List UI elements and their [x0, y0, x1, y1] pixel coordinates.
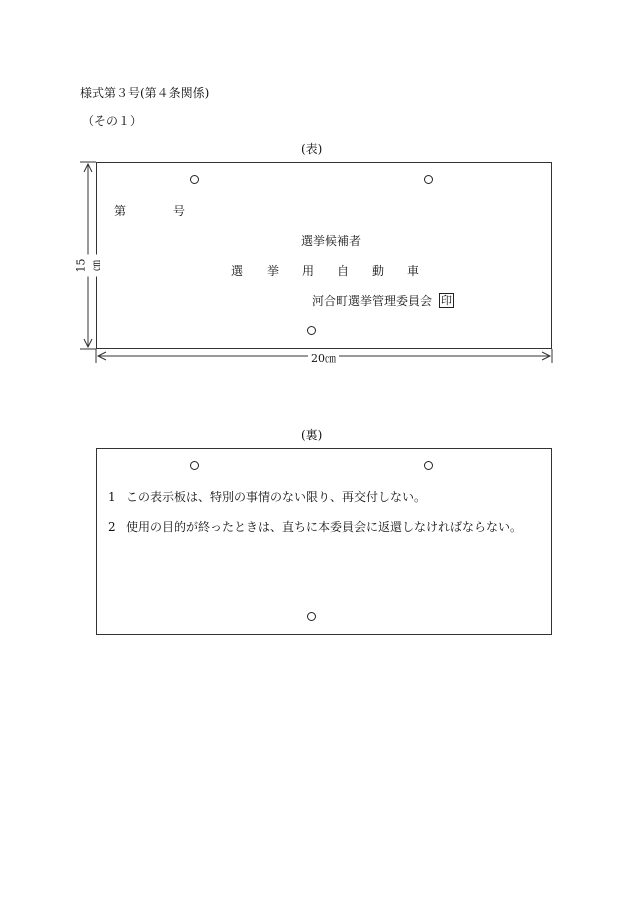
form-sub-label: （その１） [82, 114, 143, 128]
number-label-right: 号 [173, 204, 186, 218]
note-2-number: 2 [108, 520, 116, 534]
seal-stamp: 印 [441, 294, 452, 307]
hole-back-top-left [190, 461, 199, 470]
note-2-text: 使用の目的が終ったときは、直ちに本委員会に返還しなければならない。 [126, 520, 523, 534]
height-dimension-label: 15㎝ [73, 255, 106, 277]
note-1-number: 1 [108, 490, 116, 504]
hole-back-bottom [307, 612, 316, 621]
election-vehicle-char-1: 選 [231, 264, 244, 278]
election-vehicle-char-3: 用 [302, 264, 315, 278]
form-title: 様式第３号(第４条関係) [80, 86, 210, 100]
election-vehicle-char-4: 自 [337, 264, 350, 278]
election-vehicle-char-2: 挙 [267, 264, 280, 278]
issuer-name: 河合町選挙管理委員会 [312, 294, 433, 308]
front-caption: (表) [301, 142, 323, 156]
note-1-text: この表示板は、特別の事情のない限り、再交付しない。 [126, 490, 427, 504]
back-caption: (裏) [301, 428, 323, 442]
candidate-label: 選挙候補者 [301, 234, 362, 248]
election-vehicle-char-6: 車 [407, 264, 420, 278]
hole-back-top-right [424, 461, 433, 470]
election-vehicle-char-5: 動 [372, 264, 385, 278]
number-label-left: 第 [114, 204, 127, 218]
back-board [96, 448, 552, 635]
width-dimension-label: 20㎝ [308, 350, 339, 366]
